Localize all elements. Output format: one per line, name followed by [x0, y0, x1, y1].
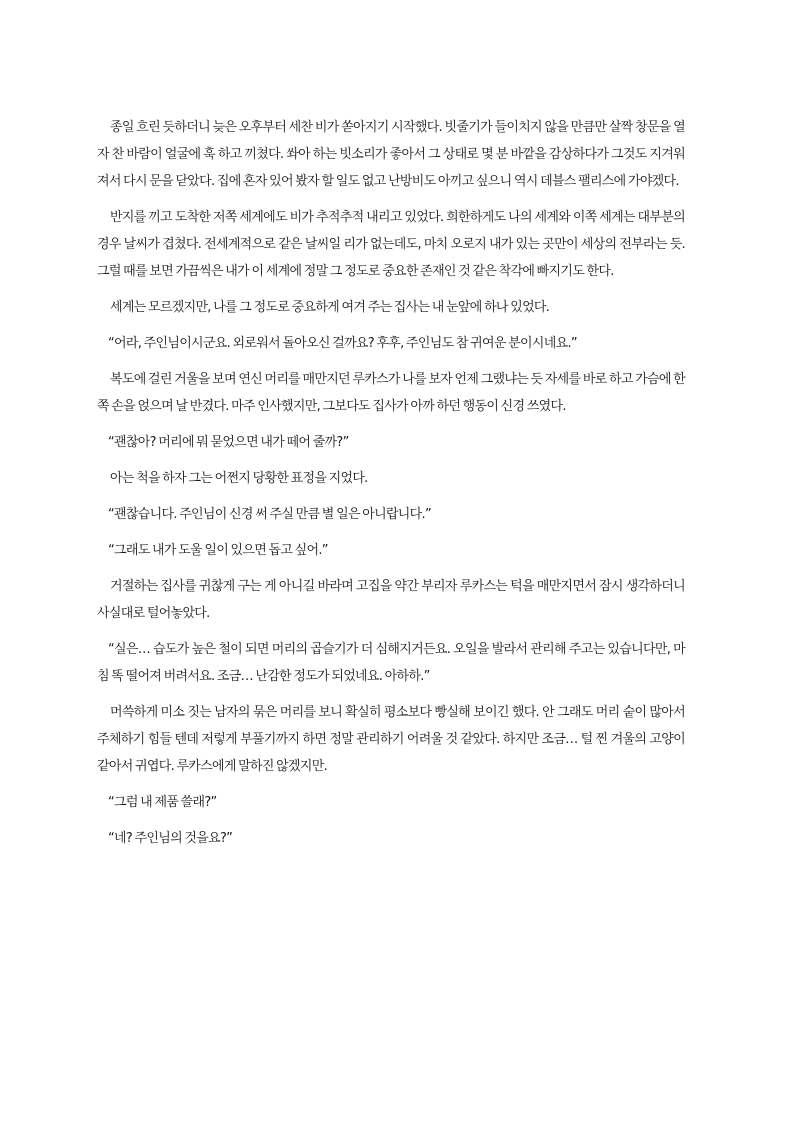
paragraph-pretend: 아는 척을 하자 그는 어쩐지 당황한 표정을 지었다.	[110, 471, 368, 486]
dialogue-line: “괜찮습니다. 주인님이 신경 써 주실 만큼 별 일은 아니랍니다.”	[108, 507, 431, 522]
paragraph-butler: 세계는 모르겠지만, 나를 그 정도로 중요하게 여겨 주는 집사는 내 눈앞에 하나 있었다.	[110, 300, 550, 315]
paragraph-hair: 머쓱하게 미소 짓는 남자의 묶은 머리를 보니 확실히 평소보다 빵실해 보이긴 했다. 안 그래도 머리 숱이 많아서 주체하기 힘들 텐데 저렇게 부풀기까지 하면 정말 관리하기 어려울 것 같았다. 하지만 조금… 털 찐 겨울의 고양이 같아서 귀엽다. 루카스에게 말하진 않겠지만.	[97, 705, 685, 774]
dialogue-line: “그래도 내가 도울 일이 있으면 돕고 싶어.”	[108, 543, 328, 558]
dialogue-line: “어라, 주인님이시군요. 외로워서 돌아오신 걸까요? 후후, 주인님도 참 귀여운 분이시네요.”	[108, 336, 577, 351]
paragraph-other-world: 반지를 끼고 도착한 저쪽 세계에도 비가 추적추적 내리고 있었다. 희한하게도 나의 세계와 이쪽 세계는 대부분의 경우 날씨가 겹쳤다. 전세계적으로 같은 날씨일 리가 없는데도, 마치 오로지 내가 있는 곳만이 세상의 전부라는 듯. 그럴 때를 보면 가끔씩은 내가 이 세계에 정말 그 정도로 중요한 존재인 것 같은 착각에 빠지기도 한다.	[97, 210, 685, 279]
paragraph-rain: 종일 흐린 듯하더니 늦은 오후부터 세찬 비가 쏟아지기 시작했다. 빗줄기가 들이치지 않을 만큼만 살짝 창문을 열자 찬 바람이 얼굴에 훅 하고 끼쳤다. 쏴아 하는 빗소리가 좋아서 그 상태로 몇 분 바깥을 감상하다가 그것도 지겨워져서 다시 문을 닫았다. 집에 혼자 있어 봤자 할 일도 없고 난방비도 아끼고 싶으니 역시 데블스 팰리스에 가야겠다.	[97, 120, 685, 189]
dialogue-line: “괜찮아? 머리에 뭐 묻었으면 내가 떼어 줄까?”	[108, 435, 349, 450]
paragraph-insist: 거절하는 집사를 귀찮게 구는 게 아니길 바라며 고집을 약간 부리자 루카스는 턱을 매만지면서 잠시 생각하더니 사실대로 털어놓았다.	[97, 579, 685, 621]
paragraph-mirror: 복도에 걸린 거울을 보며 연신 머리를 매만지던 루카스가 나를 보자 언제 그랬냐는 듯 자세를 바로 하고 가슴에 한쪽 손을 얹으며 날 반겼다. 마주 인사했지만, 그보다도 집사가 아까 하던 행동이 신경 쓰였다.	[97, 372, 685, 414]
dialogue-line: “네? 주인님의 것을요?”	[108, 831, 233, 846]
dialogue-line: “그럼 내 제품 쓸래?”	[108, 795, 217, 810]
dialogue-line: “실은… 습도가 높은 철이 되면 머리의 곱슬기가 더 심해지거든요. 오일을 발라서 관리해 주고는 있습니다만, 마침 똑 떨어져 버려서요. 조금… 난감한 정도가 되었네요. 아하하.”	[97, 642, 685, 684]
